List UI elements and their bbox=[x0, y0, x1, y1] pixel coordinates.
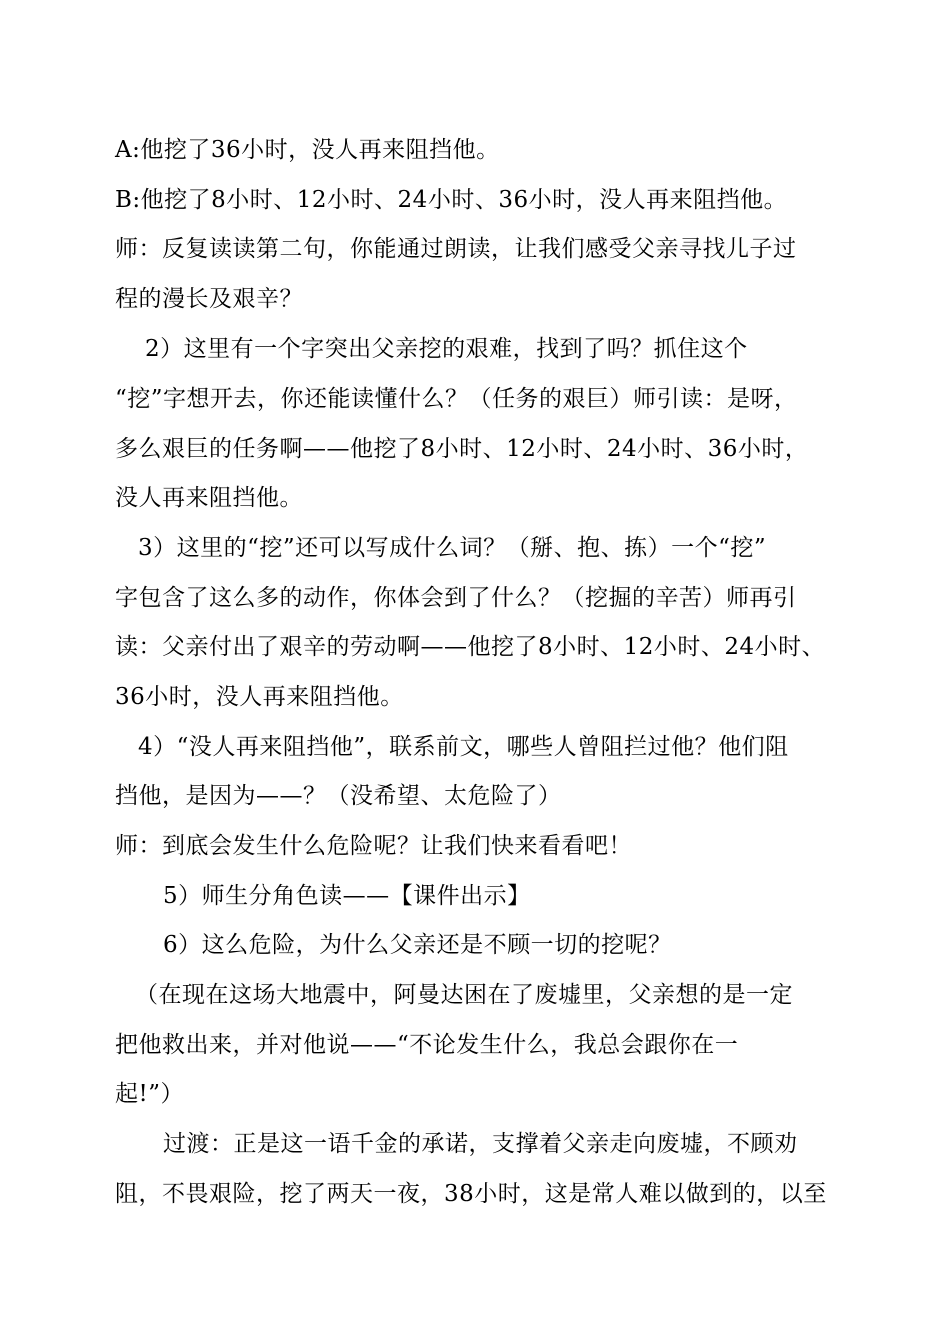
text-line: 师：到底会发生什么危险呢？让我们快来看看吧！ bbox=[115, 833, 632, 859]
text-line: 读：父亲付出了艰辛的劳动啊——他挖了8小时、12小时、24小时、 bbox=[115, 634, 826, 660]
text-line: （在现在这场大地震中，阿曼达困在了废墟里，父亲想的是一定 bbox=[135, 982, 793, 1008]
text-line: 3）这里的“挖”还可以写成什么词？（掰、抱、拣）一个“挖” bbox=[138, 535, 767, 561]
text-line: 程的漫长及艰辛？ bbox=[115, 286, 303, 312]
text-line: 多么艰巨的任务啊——他挖了8小时、12小时、24小时、36小时， bbox=[115, 436, 809, 462]
text-line: 4）“没人再来阻挡他”，联系前文，哪些人曾阻拦过他？他们阻 bbox=[138, 734, 789, 760]
text-line: 挡他，是因为——？（没希望、太危险了） bbox=[115, 783, 562, 809]
text-line: 起!”） bbox=[115, 1081, 185, 1107]
text-line: 没人再来阻挡他。 bbox=[115, 485, 303, 511]
text-line: 阻，不畏艰险，挖了两天一夜，38小时，这是常人难以做到的，以至 bbox=[115, 1181, 827, 1207]
text-line: 过渡：正是这一语千金的承诺，支撑着父亲走向废墟，不顾劝 bbox=[163, 1131, 798, 1157]
text-line: 字包含了这么多的动作，你体会到了什么？（挖掘的辛苦）师再引 bbox=[115, 585, 797, 611]
text-line: 36小时，没人再来阻挡他。 bbox=[115, 684, 404, 710]
text-line: A:他挖了36小时，没人再来阻挡他。 bbox=[115, 137, 500, 163]
text-line: 把他救出来，并对他说——“不论发生什么，我总会跟你在一 bbox=[115, 1032, 739, 1058]
text-line: 5）师生分角色读——【课件出示】 bbox=[163, 883, 531, 909]
text-line: “挖”字想开去，你还能读懂什么？（任务的艰巨）师引读：是呀， bbox=[115, 386, 798, 412]
text-line: B:他挖了8小时、12小时、24小时、36小时，没人再来阻挡他。 bbox=[115, 187, 788, 213]
text-line: 6）这么危险，为什么父亲还是不顾一切的挖呢？ bbox=[163, 932, 672, 958]
text-line: 2）这里有一个字突出父亲挖的艰难，找到了吗？抓住这个 bbox=[145, 336, 748, 362]
text-line: 师：反复读读第二句，你能通过朗读，让我们感受父亲寻找儿子过 bbox=[115, 236, 797, 262]
